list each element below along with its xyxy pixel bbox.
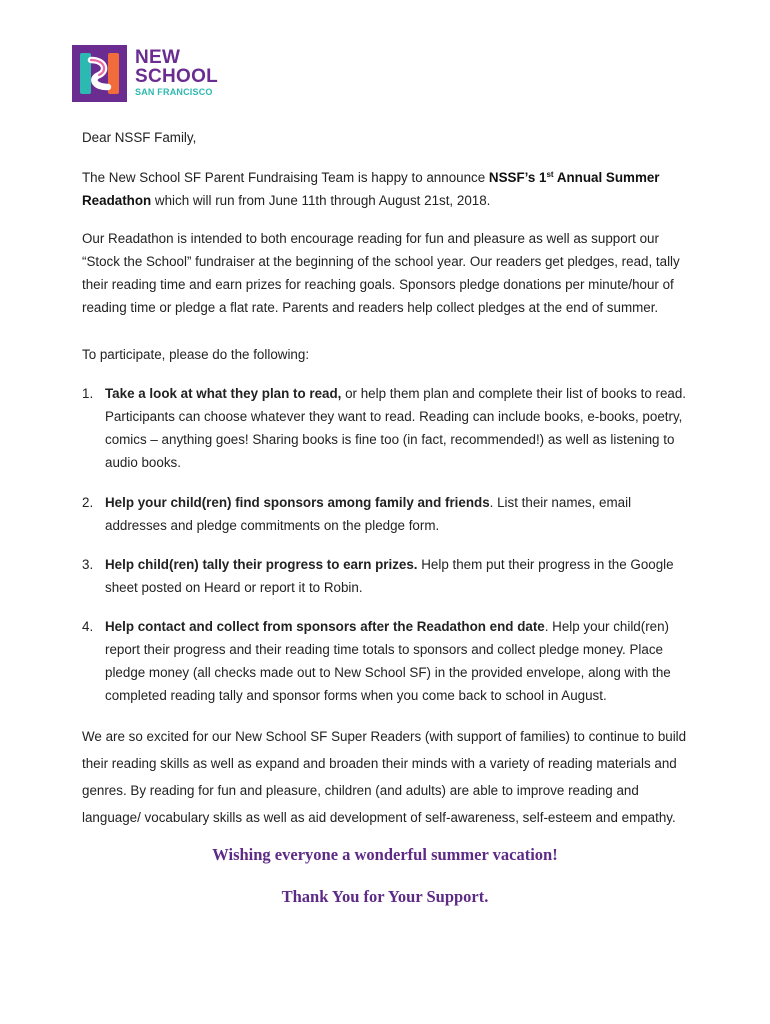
list-text	[105, 491, 694, 537]
intro-paragraph	[82, 166, 694, 212]
intro-tail: which will run from June 11th through August 21st, 2018.	[151, 193, 491, 208]
list-text	[105, 615, 694, 707]
step-heading: Help child(ren) tally their progress to earn prizes.	[105, 557, 418, 572]
list-number: 3.	[82, 557, 94, 572]
logo-word-san-francisco: SAN FRANCISCO	[135, 87, 213, 97]
new-school-logo-icon	[72, 45, 127, 102]
list-text	[105, 553, 694, 599]
step-heading: Take a look at what they plan to read,	[105, 386, 342, 401]
event-prefix: NSSF’s 1	[488, 170, 547, 185]
event-name: Annual Summer Readathon	[82, 170, 660, 208]
participate-heading: To participate, please do the following:	[82, 347, 310, 362]
closing-paragraph: We are so excited for our New School SF Super Readers (with support of families) to continue to build their reading skills as well as expand and broaden their minds with a variety of reading materials and genres. By reading for fun and pleasure, children (and adults) are able to improve reading and language/ vocabulary skills as well as aid development of self-awareness, self-esteem and empathy.	[82, 729, 687, 825]
list-number: 4.	[82, 619, 94, 634]
step-heading: Help your child(ren) find sponsors among family and friends	[105, 495, 490, 510]
event-superscript: st	[546, 170, 554, 179]
thank-you-line: Thank You for Your Support.	[281, 887, 489, 906]
step-description: . Help your child(ren) report their progress and their reading time totals to sponsors and collect pledge money. Place pledge money (all checks made out to New School SF) in the provided envelope, along with the completed reading tally and sponsor forms when you come back to school in August.	[105, 619, 671, 703]
list-text	[105, 382, 694, 474]
step-description: or help them plan and complete their list of books to read. Participants can choose whatever they want to read. Reading can include books, e-books, poetry, comics – anything goes! Sharing books is fine too (in fact, recommended!) as well as listening to audio books.	[105, 386, 687, 470]
closing-wish: Wishing everyone a wonderful summer vacation!	[212, 845, 558, 864]
logo-word-school: SCHOOL	[135, 66, 219, 87]
step-description: . List their names, email addresses and pledge commitments on the pledge form.	[105, 495, 632, 533]
intro-lead: The New School SF Parent Fundraising Team is happy to announce	[82, 170, 489, 185]
school-logo	[72, 45, 222, 103]
step-heading: Help contact and collect from sponsors after the Readathon end date	[105, 619, 545, 634]
list-number: 1.	[82, 386, 94, 401]
about-paragraph: Our Readathon is intended to both encourage reading for fun and pleasure as well as support our “Stock the School” fundraiser at the beginning of the school year. Our readers get pledges, read, tally their reading time and earn prizes for reaching goals. Sponsors pledge donations per minute/hour of reading time or pledge a flat rate. Parents and readers help collect pledges at the end of summer.	[82, 231, 680, 315]
logo-word-new: NEW	[135, 47, 181, 68]
step-description: Help them put their progress in the Google sheet posted on Heard or report it to Robin.	[105, 557, 674, 595]
greeting: Dear NSSF Family,	[82, 130, 197, 145]
list-number: 2.	[82, 495, 94, 510]
